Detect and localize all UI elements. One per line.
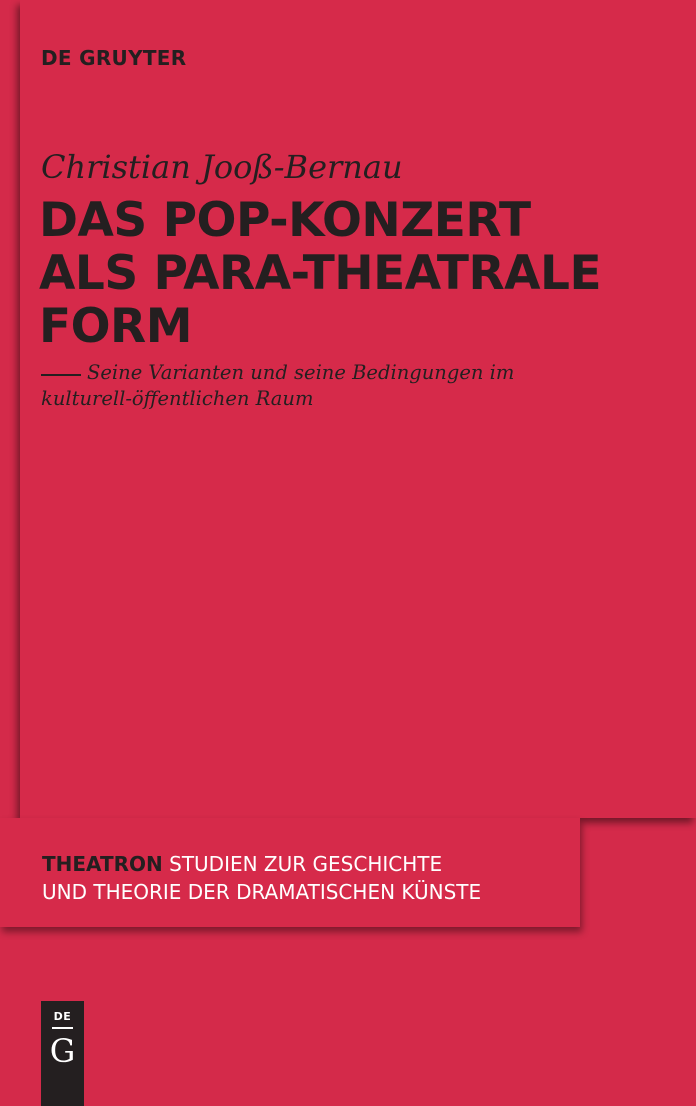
series-name: THEATRON	[42, 852, 163, 876]
logo-g-letter: G	[49, 1032, 76, 1070]
logo-rule	[52, 1027, 73, 1029]
series-title	[42, 850, 572, 906]
logo-de-text: DE	[53, 1010, 72, 1023]
subtitle-dash	[41, 374, 81, 376]
title-line: ALS PARA-THEATRALE	[39, 246, 602, 301]
book-title	[39, 194, 679, 353]
book-subtitle	[41, 360, 561, 412]
series-description-line2: UND THEORIE DER DRAMATISCHEN KÜNSTE	[42, 880, 482, 904]
de-gruyter-logo-icon	[41, 1001, 84, 1106]
subtitle-text: Seine Varianten und seine Bedingungen im kulturell-öffentlichen Raum	[41, 361, 515, 410]
title-line: DAS POP-KONZERT	[39, 193, 531, 248]
series-description-line1: STUDIEN ZUR GESCHICHTE	[169, 852, 443, 876]
publisher-name: DE GRUYTER	[41, 46, 187, 70]
title-line: FORM	[39, 299, 193, 354]
author-name: Christian Jooß-Bernau	[41, 148, 403, 186]
